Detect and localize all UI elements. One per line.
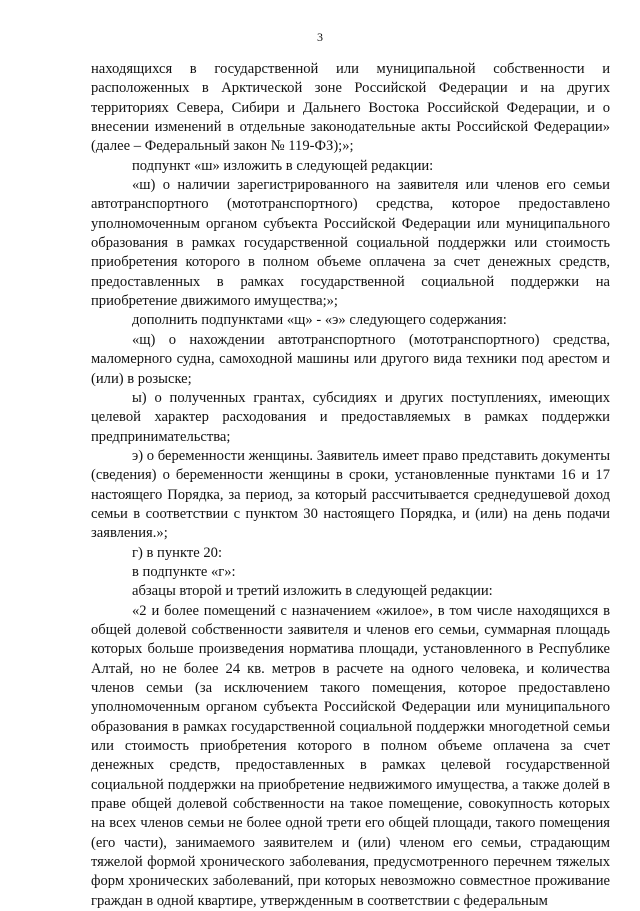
page-number: 3	[317, 30, 323, 44]
paragraph-3: «ш) о наличии зарегистрированного на заявителя или членов его семьи автотранспортного (мототранспортного) средства, которое предоставлено уполномоченным органом субъекта Российской Федерации или муниципального образования в рамках государственной социальной поддержки или стоимость приобретения которого в полном объеме оплачена за счет денежных средств, предоставленных в рамках государственной социальной поддержки на приобретение движимого имущества;»;	[91, 177, 610, 310]
paragraph-2: подпункт «ш» изложить в следующей редакции:	[132, 157, 434, 174]
paragraph-1: находящихся в государственной или муниципальной собственности и расположенных в Арктической зоне Российской Федерации и на других территориях Севера, Сибири и Дальнего Востока Российской Федерации, и о внесении изменений в отдельные законодательные акты Российской Федерации» (далее – Федеральный закон № 119-ФЗ);»;	[91, 61, 610, 155]
paragraph-8: г) в пункте 20:	[132, 544, 222, 561]
paragraph-4: дополнить подпунктами «щ» - «э» следующего содержания:	[132, 312, 507, 329]
paragraph-9: в подпункте «г»:	[132, 563, 236, 580]
paragraph-10: абзацы второй и третий изложить в следующей редакции:	[132, 583, 493, 600]
paragraph-7: э) о беременности женщины. Заявитель имеет право представить документы (сведения) о беременности женщины в сроки, установленные пунктами 16 и 17 настоящего Порядка, за период, за который рассчитывается среднедушевой доход семьи в соответствии с пунктом 30 настоящего Порядка, и (или) на день подачи заявления.»;	[91, 447, 610, 542]
paragraph-6: ы) о полученных грантах, субсидиях и других поступлениях, имеющих целевой характер расходования и предоставляемых в рамках поддержки предпринимательства;	[91, 389, 610, 445]
paragraph-5: «щ) о нахождении автотранспортного (мототранспортного) средства, маломерного судна, самоходной машины или другого вида техники под арестом и (или) в розыске;	[91, 331, 610, 387]
document-body	[91, 60, 610, 911]
paragraph-11: «2 и более помещений с назначением «жилое», в том числе находящихся в общей долевой собственности заявителя и членов его семьи, суммарная площадь которых больше произведения норматива площади, установленного в Республике Алтай, но не более 24 кв. метров в расчете на одного человека, и количества членов семьи (за исключением такого помещения, которое предоставлено уполномоченным органом субъекта Российской Федерации или муниципального образования в рамках государственной социальной поддержки многодетной семьи или стоимость приобретения которого в полном объеме оплачена за счет денежных средств, предоставленных в рамках целевой государственной социальной поддержки на приобретение недвижимого имущества, а также долей в праве общей долевой собственности на такое помещение, совокупность которых на всех членов семьи не более одной трети его общей площади, такого помещения (его части), занимаемого заявителем и (или) членом его семьи, страдающим тяжелой формой хронического заболевания, предусмотренного перечнем тяжелых форм хронических заболеваний, при которых невозможно совместное проживание граждан в одной квартире, утвержденным в соответствии с федеральным	[91, 602, 610, 909]
